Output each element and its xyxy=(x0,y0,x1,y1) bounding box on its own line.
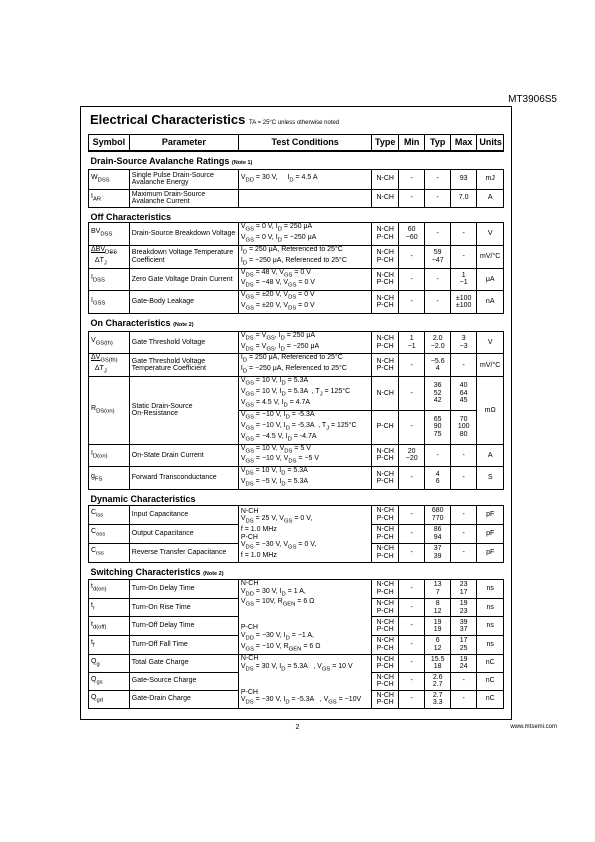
table-row: $t_{d(off)}$ Turn-Off Delay Time N-CH P-CH - 19 19 39 37 ns xyxy=(89,617,504,636)
table-row: $W_{DSS}$ Single Pulse Drain-Source Avalanche Energy $V_{DD} = 30$ V, $I_D = 4.5$ A N-CH - - 93 mJ xyxy=(89,169,504,189)
table-row: $Q_{gd}$ Gate-Drain Charge N-CH P-CH - 2.7 3.3 - nC xyxy=(89,690,504,708)
page-number: 2 xyxy=(295,724,300,731)
page-title: Electrical Characteristics TA = 25°C unless otherwise noted xyxy=(90,112,340,127)
table-row: $C_{rss}$ Reverse Transfer Capacitance N-CH P-CH - 37 39 - pF xyxy=(89,543,504,562)
table-row: $t_r$ Turn-On Rise Time N-CH P-CH - 8 12 19 23 ns xyxy=(89,598,504,617)
section-switching: Switching Characteristics (Note 2) xyxy=(89,562,504,580)
table-row: $\Delta BV_{DSS}$ $\Delta T_J$ Breakdown Voltage Temperature Coefficient $I_D = 250$ μA, Referenced to 25°C $I_D = -250$ μA, Referenced to 25°C N-CH P-CH - 59 −47 - mV/°C xyxy=(89,245,504,268)
section-dynamic: Dynamic Characteristics xyxy=(89,490,504,506)
table-row: $Q_{gs}$ Gate-Source Charge N-CH P-CH - 2.6 2.7 - nC xyxy=(89,672,504,690)
section-avalanche: Drain-Source Avalanche Ratings (Note 1) xyxy=(89,151,504,169)
section-off: Off Characteristics xyxy=(89,207,504,223)
table-row: $g_{FS}$ Forward Transconductance $V_{DS} = 10$ V, $I_D = 5.3A$ $V_{DS} = -5$ V, $I_D = 5.3A$ N-CH P-CH - 4 6 - S xyxy=(89,467,504,490)
table-row: $V_{GS} = -10$ V, $I_D = -5.3A$ $V_{GS} = -10$ V, $I_D = -5.3A$ , $T_J = 125^\circ C$ $V_{GS} = -4.5$ V, $I_D = -4.7A$ P-CH - 65 90 75 70 100 80 xyxy=(89,410,504,444)
table-row: $BV_{DSS}$ Drain-Source Breakdown Voltage $V_{GS} = 0$ V, $I_D = 250$ μA $V_{GS} = 0$ V, $I_D = -250$ μA N-CH P-CH 60 −60 - - V xyxy=(89,223,504,246)
title-note: TA = 25°C unless otherwise noted xyxy=(249,120,340,126)
table-row: $Q_g$ Total Gate Charge N-CH $V_{DS} = 30$ V, $I_D = 5.3A$ , $V_{GS} = 10$ V P-CH $V_{DS} = -30$ V, $I_D = -5.3A$ , $V_{GS} = -10V$ N-CH P-CH - 15.5 18 19 24 nC xyxy=(89,654,504,672)
section-on: On Characteristics (Note 2) xyxy=(89,314,504,332)
table-row: $t_f$ Turn-Off Fall Time N-CH P-CH - 6 12 17 25 ns xyxy=(89,636,504,655)
table-row: $R_{DS(on)}$ Static Drain-Source On-Resistance $V_{GS} = 10$ V, $I_D = 5.3A$ $V_{GS} = 10$ V, $I_D = 5.3A$ , $T_J = 125^\circ C$ $V_{GS} = 4.5$ V, $I_D = 4.7A$ N-CH - 36 52 42 40 64 45 mΩ xyxy=(89,377,504,411)
table-row: $C_{oss}$ Output Capacitance N-CH P-CH - 86 94 - pF xyxy=(89,524,504,543)
table-row: $\Delta V_{GS(th)}$ $\Delta T_J$ Gate Threshold Voltage Temperature Coefficient $I_D = 250$ μA, Referenced to 25°C $I_D = -250$ μA, Referenced to 25°C N-CH P-CH - −5.6 4 - mV/°C xyxy=(89,354,504,377)
table-row: $I_{AR}$ Maximum Drain-Source Avalanche Current N-CH - - 7.0 A xyxy=(89,189,504,207)
table-row: $V_{GS(th)}$ Gate Threshold Voltage $V_{DS} = V_{GS}$, $I_D = 250$ μA $V_{DS} = V_{GS}$, $I_D = -250$ μA N-CH P-CH 1 −1 2.0 −2.0 3 −3 V xyxy=(89,331,504,354)
electrical-characteristics-table xyxy=(88,134,504,709)
table-row: $t_{d(on)}$ Turn-On Delay Time N-CH $V_{DD} = 30$ V, $I_D = 1$ A, $V_{GS} = 10V$, $R_{GEN} = 6$ Ω P-CH $V_{DD} = -30$ V, $I_D = -1$ A, $V_{GS} = -10$ V, $R_{GEN} = 6$ Ω N-CH P-CH - 13 7 23 17 ns xyxy=(89,580,504,599)
table-row: $I_{DSS}$ Zero Gate Voltage Drain Current $V_{DS} = 48$ V, $V_{GS} = 0$ V $V_{DS} = -48$ V, $V_{GS} = 0$ V N-CH P-CH - - 1 −1 μA xyxy=(89,268,504,291)
table-row: $C_{iss}$ Input Capacitance N-CH $V_{DS} = 25$ V, $V_{GS} = 0$ V, f = 1.0 MHz P-CH $V_{DS} = -30$ V, $V_{GS} = 0$ V, f = 1.0 MHz N-CH P-CH - 680 770 - pF xyxy=(89,505,504,524)
table-header-row: Symbol Parameter Test Conditions Type Min Typ Max Units xyxy=(89,135,504,152)
table-row: $I_{D(on)}$ On-State Drain Current $V_{GS} = 10$ V, $V_{DS} = 5$ V $V_{GS} = -10$ V, $V_{DS} = -5$ V N-CH P-CH 20 −20 - - A xyxy=(89,444,504,467)
footer-url: www.mtsemi.com xyxy=(510,724,557,730)
table-row: $I_{GSS}$ Gate-Body Leakage $V_{GS} = \pm 20$ V, $V_{DS} = 0$ V $V_{GS} = \pm 20$ V, $V_{DS} = 0$ V N-CH P-CH - - ±100 ±100 nA xyxy=(89,291,504,314)
part-number: MT3906S5 xyxy=(508,94,557,105)
